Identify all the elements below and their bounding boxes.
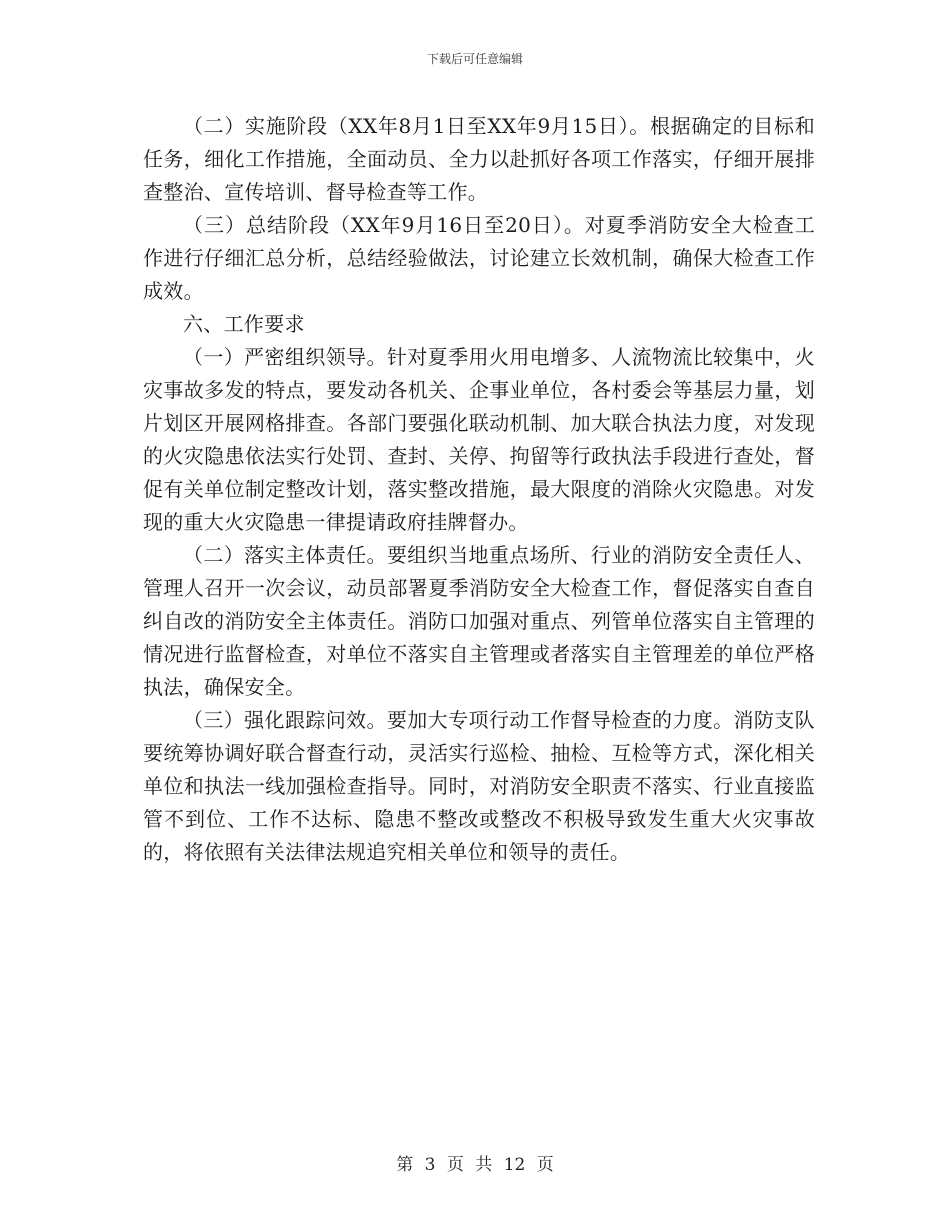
paragraph-follow-up-accountability: （三）强化跟踪问效。要加大专项行动工作督导检查的力度。消防支队要统筹协调好联合督查行动，灵活实行巡检、抽检、互检等方式，深化相关单位和执法一线加强检查指导。同时，对消防安全职责不落实、行业直接监管不到位、工作不达标、隐患不整改或整改不积极导致发生重大火灾事故的，将依照有关法律法规追究相关单位和领导的责任。 — [143, 708, 815, 864]
page-header-note: 下载后可任意编辑 — [426, 52, 523, 66]
paragraph-implementation-stage: （二）实施阶段（XX年8月1日至XX年9月15日）。根据确定的目标和任务，细化工作措施，全面动员、全力以赴抓好各项工作落实，仔细开展排查整治、宣传培训、督导检查等工作。 — [143, 114, 815, 204]
paragraph-organize-leadership: （一）严密组织领导。针对夏季用火用电增多、人流物流比较集中，火灾事故多发的特点，要发动各机关、企事业单位，各村委会等基层力量，划片划区开展网格排查。各部门要强化联动机制、加大联合执法力度，对发现的火灾隐患依法实行处罚、查封、关停、拘留等行政执法手段进行查处，督促有关单位制定整改计划，落实整改措施，最大限度的消除火灾隐患。对发现的重大火灾隐患一律提请政府挂牌督办。 — [143, 345, 815, 534]
paragraph-main-responsibility: （二）落实主体责任。要组织当地重点场所、行业的消防安全责任人、管理人召开一次会议，动员部署夏季消防安全大检查工作，督促落实自查自纠自改的消防安全主体责任。消防口加强对重点、列管单位落实自主管理的情况进行监督检查，对单位不落实自主管理或者落实自主管理差的单位严格执法，确保安全。 — [143, 543, 815, 699]
page-number-footer: 第 3 页 共 12 页 — [396, 1155, 554, 1175]
document-body — [143, 110, 815, 869]
paragraph-summary-stage: （三）总结阶段（XX年9月16日至20日）。对夏季消防安全大检查工作进行仔细汇总分析，总结经验做法，讨论建立长效机制，确保大检查工作成效。 — [143, 213, 815, 303]
section-heading-work-requirements: 六、工作要求 — [183, 312, 305, 336]
